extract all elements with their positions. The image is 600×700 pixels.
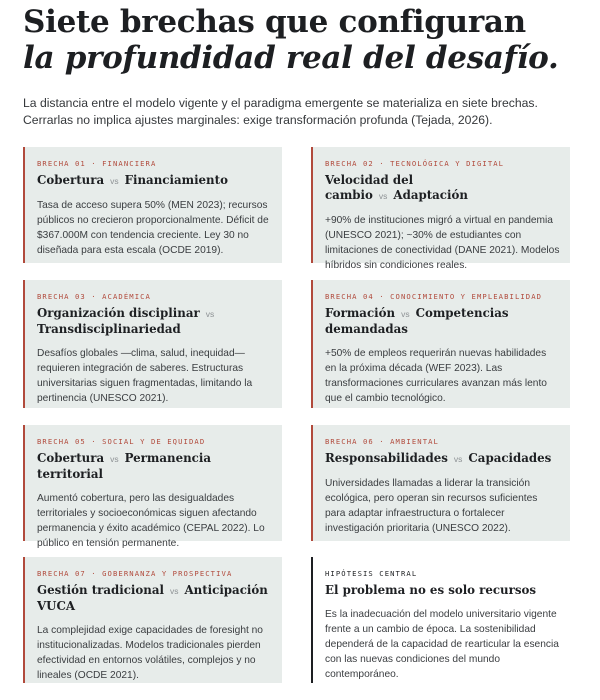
page-title xyxy=(23,4,559,76)
versus-label: vs xyxy=(378,191,388,201)
versus-label: vs xyxy=(205,309,215,319)
gap-card-heading xyxy=(325,306,560,337)
gap-card-heading xyxy=(325,451,560,467)
gap-card-05 xyxy=(23,425,282,549)
gap-card-body: Aumentó cobertura, pero las desigualdades territoriales y socioeconómicas siguen afectando permanencia y éxito académico (CEPAL 2022). Lo público en tensión permanente. xyxy=(37,493,265,549)
gap-card-body: +90% de instituciones migró a virtual en pandemia (UNESCO 2021); ~30% de estudiantes con limitaciones de conectividad (DANE 2021). Modelos híbridos sin condiciones reales. xyxy=(325,215,560,271)
hypothesis-label: HIPÓTESIS CENTRAL xyxy=(325,569,418,578)
gap-card-body: Tasa de acceso supera 50% (MEN 2023); recursos públicos no crecieron proporcionalmente. Déficit de $367.000M con tendencia creciente. Ley 30 no diseñada para esta escala (OCDE 2019). xyxy=(37,200,269,256)
gap-term-current: Velocidad del cambio xyxy=(325,173,414,202)
gap-card-07 xyxy=(23,557,282,683)
gap-card-body: +50% de empleos requerirán nuevas habilidades en la próxima década (WEF 2023). Las transformaciones curriculares avanzan más lento que el cambio tecnológico. xyxy=(325,348,547,404)
gap-card-label: BRECHA 03 · ACADÉMICA xyxy=(37,292,151,301)
gap-card-label: BRECHA 07 · GOBERNANZA Y PROSPECTIVA xyxy=(37,569,233,578)
gap-card-06 xyxy=(311,425,570,541)
gap-term-emergent: Permanencia territorial xyxy=(37,451,211,481)
versus-label: vs xyxy=(110,454,119,464)
gap-card-label: BRECHA 05 · SOCIAL Y DE EQUIDAD xyxy=(37,437,206,446)
gap-term-current: Organización disciplinar xyxy=(37,306,200,320)
gap-term-current: Cobertura xyxy=(37,451,105,465)
gap-card-heading xyxy=(37,451,272,482)
hypothesis-body: Es la inadecuación del modelo universitario vigente frente a un cambio de época. La sostenibilidad dependerá de la capacidad de rearticular la esencia con las nuevas condiciones del mundo contemporáneo. xyxy=(325,609,559,680)
gap-term-current: Responsabilidades xyxy=(325,451,448,465)
title-line-2: la profundidad real del desafío. xyxy=(23,40,559,76)
versus-label: vs xyxy=(169,586,179,596)
gap-term-emergent: Adaptación xyxy=(393,188,468,202)
gap-card-02 xyxy=(311,147,570,271)
gap-term-current: Formación xyxy=(325,306,396,320)
gap-card-body: Desafíos globales —clima, salud, inequidad— requieren integración de saberes. Estructuras universitarias siguen fragmentadas, limitando la pertinencia (UNESCO 2021). xyxy=(37,348,253,404)
gap-card-label: BRECHA 04 · CONOCIMIENTO Y EMPLEABILIDAD xyxy=(325,292,543,301)
gap-term-emergent: Transdisciplinariedad xyxy=(37,322,181,336)
gap-term-current: Cobertura xyxy=(37,173,105,187)
gap-term-emergent: Capacidades xyxy=(468,451,552,465)
hypothesis-card xyxy=(311,557,570,683)
gap-term-current: Gestión tradicional xyxy=(37,583,164,597)
gap-term-emergent: Competencias demandadas xyxy=(325,306,509,336)
title-line-1: Siete brechas que configuran xyxy=(23,4,526,40)
gap-term-emergent: Financiamiento xyxy=(124,173,228,187)
versus-label: vs xyxy=(110,176,119,186)
gap-card-label: BRECHA 02 · TECNOLÓGICA Y DIGITAL xyxy=(325,159,505,168)
gap-card-label: BRECHA 01 · FINANCIERA xyxy=(37,159,157,168)
gap-card-03 xyxy=(23,280,282,408)
intro-paragraph: La distancia entre el modelo vigente y el paradigma emergente se materializa en siete brechas. Cerrarlas no implica ajustes marginales: exige transformación profunda (Tejada, 2026). xyxy=(23,96,538,127)
gap-card-04 xyxy=(311,280,570,408)
versus-label: vs xyxy=(453,454,463,464)
gap-term-emergent: Anticipación VUCA xyxy=(37,583,268,613)
hypothesis-heading: El problema no es solo recursos xyxy=(325,583,537,597)
gap-card-01 xyxy=(23,147,282,263)
gap-card-body: La complejidad exige capacidades de foresight no institucionalizadas. Modelos tradicionales pierden efectividad en entornos volátiles, complejos y no lineales (OCDE 2021). xyxy=(37,625,263,681)
gap-card-heading xyxy=(37,583,272,614)
gap-card-body: Universidades llamadas a liderar la transición ecológica, pero operan sin recursos suficientes para adaptar infraestructura o fortalecer investigación prioritaria (UNESCO 2022). xyxy=(325,478,538,534)
gap-card-heading xyxy=(325,173,560,204)
gap-card-heading xyxy=(37,306,272,337)
versus-label: vs xyxy=(401,309,410,319)
gap-card-heading xyxy=(37,173,272,189)
gap-card-label: BRECHA 06 · AMBIENTAL xyxy=(325,437,439,446)
